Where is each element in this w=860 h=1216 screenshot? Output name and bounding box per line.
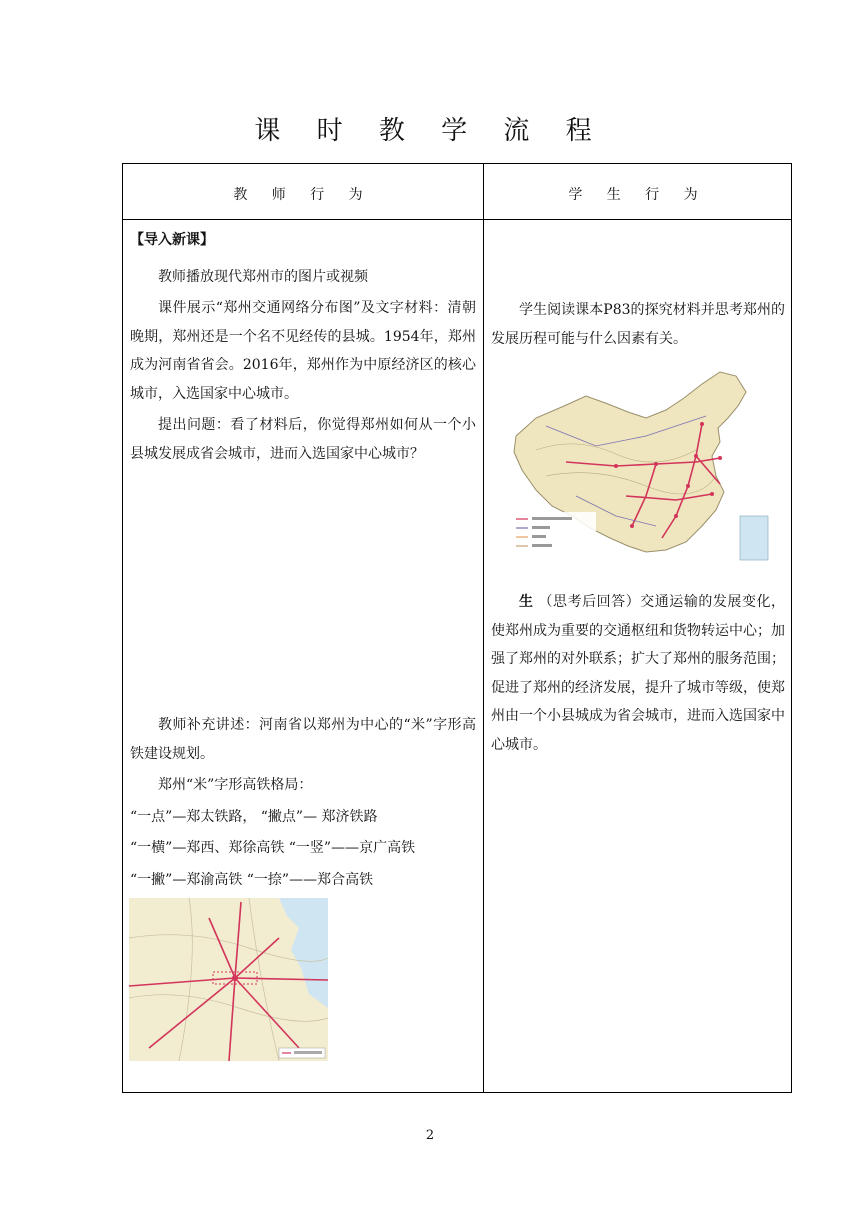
column-divider bbox=[483, 164, 484, 1092]
teacher-paragraph-material: 课件展示“郑州交通网络分布图”及文字材料：清朝晚期，郑州还是一个名不见经传的县城。1954年，郑州成为河南省省会。2016年，郑州作为中原经济区的核心城市，入选国家中心城市。 bbox=[130, 300, 476, 402]
student-column-header: 学 生 行 为 bbox=[568, 187, 708, 203]
answer-text: （思考后回答）交通运输的发展变化，使郑州成为重要的交通枢纽和货物转运中心；加强了郑州的对外联系；扩大了郑州的服务范围；促进了郑州的经济发展，提升了城市等级，使郑州由一个小县城成为省会城市，进而入选国家中心城市。 bbox=[491, 594, 786, 753]
rail-layout-heading: 郑州“米”字形高铁格局： bbox=[158, 777, 313, 793]
rail-line-1: “一点”—郑太铁路， “撇点”— 郑济铁路 bbox=[130, 808, 378, 825]
henan-rail-map-image bbox=[129, 898, 328, 1061]
student-answer bbox=[491, 588, 785, 759]
teacher-paragraph-question: 提出问题：看了材料后，你觉得郑州如何从一个小县城发展成省会城市，进而入选国家中心城市？ bbox=[130, 417, 476, 462]
student-paragraph-reading: 学生阅读课本P83的探究材料并思考郑州的发展历程可能与什么因素有关。 bbox=[491, 302, 785, 347]
teacher-paragraph-supplement: 教师补充讲述：河南省以郑州为中心的“米”字形高铁建设规划。 bbox=[130, 717, 476, 762]
teacher-paragraph-video: 教师播放现代郑州市的图片或视频 bbox=[158, 268, 368, 285]
answer-label: 生 bbox=[519, 594, 534, 610]
rail-line-2: “一横”—郑西、郑徐高铁 “一竖”——京广高铁 bbox=[130, 840, 416, 856]
teacher-column-header: 教 师 行 为 bbox=[233, 187, 373, 203]
rail-line-3: “一撇”—郑渝高铁 “一捺”——郑合高铁 bbox=[130, 871, 374, 888]
page-title: 课 时 教 学 流 程 bbox=[254, 116, 606, 146]
teacher-column bbox=[130, 226, 476, 468]
teacher-column-part2 bbox=[130, 711, 476, 894]
student-column bbox=[491, 296, 785, 353]
page-number: 2 bbox=[425, 1128, 435, 1143]
china-transport-map-image bbox=[506, 366, 772, 568]
section-heading: 【导入新课】 bbox=[130, 232, 214, 248]
header-divider bbox=[123, 219, 791, 220]
